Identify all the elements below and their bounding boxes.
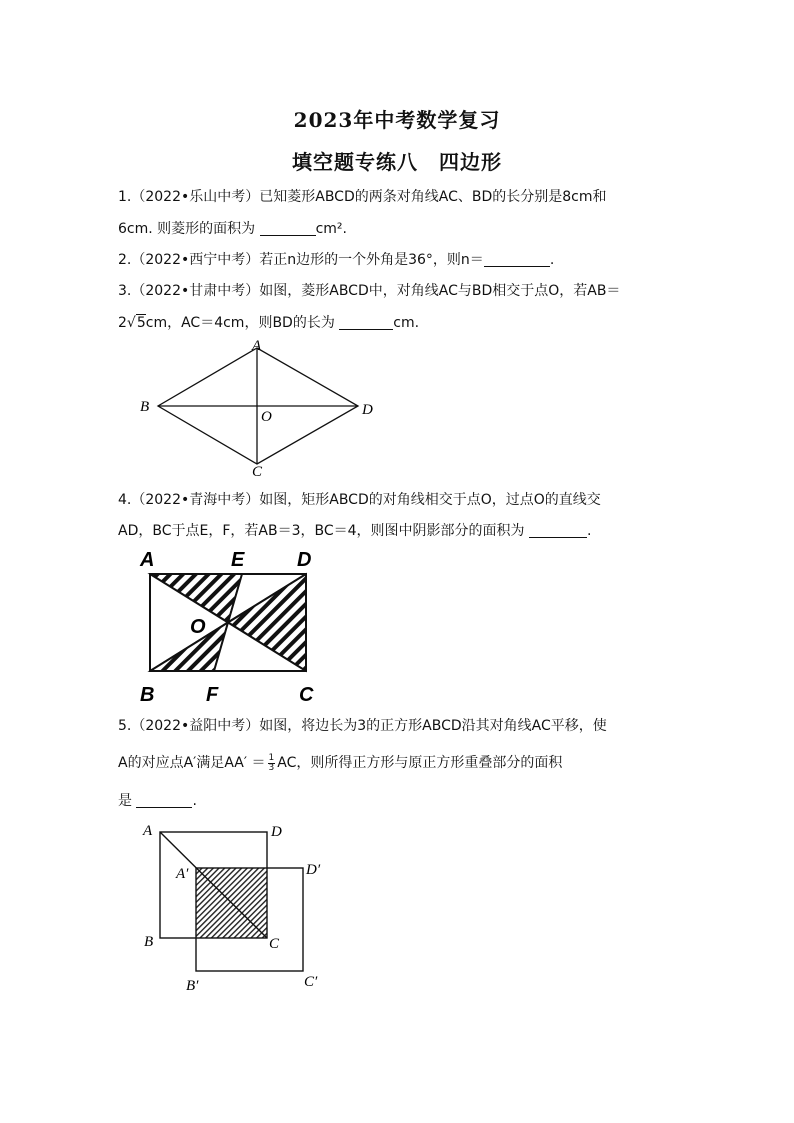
label-D: D bbox=[271, 824, 282, 840]
q1-line2 bbox=[118, 218, 347, 238]
label-C: C bbox=[299, 684, 314, 706]
label-A: A bbox=[252, 338, 262, 354]
q1-line1: 1.（2022•乐山中考）已知菱形ABCD的两条对角线AC、BD的长分别是8cm和 bbox=[118, 189, 607, 205]
sqrt-symbol: √5 bbox=[126, 315, 146, 331]
q5-line1: 5.（2022•益阳中考）如图，将边长为3的正方形ABCD沿其对角线AC平移，使 bbox=[118, 718, 607, 734]
page-subtitle: 填空题专练八 四边形 bbox=[292, 150, 502, 174]
label-D: D bbox=[362, 402, 373, 418]
label-C-prime: C′ bbox=[304, 974, 318, 990]
q4-line1: 4.（2022•青海中考）如图，矩形ABCD的对角线相交于点O，过点O的直线交 bbox=[118, 492, 601, 508]
q5-line3-pre: 是 bbox=[118, 793, 137, 809]
q3-line2-b: cm，AC＝4cm，则BD的长为 bbox=[145, 315, 340, 331]
label-A: A bbox=[143, 823, 153, 839]
label-B: B bbox=[140, 399, 150, 415]
label-D: D bbox=[297, 549, 312, 571]
q1-line2-post: cm². bbox=[315, 221, 347, 237]
q3-line2 bbox=[118, 312, 419, 332]
q5-line2-post: AC，则所得正方形与原正方形重叠部分的面积 bbox=[277, 755, 563, 771]
q4-rectangle-figure bbox=[134, 544, 324, 708]
q1-answer-blank[interactable] bbox=[260, 221, 316, 236]
q1-line2-pre: 6cm. 则菱形的面积为 bbox=[118, 221, 260, 237]
q5-line3 bbox=[118, 790, 197, 810]
q2-pre: 2.（2022•西宁中考）若正n边形的一个外角是36°，则n＝ bbox=[118, 252, 484, 268]
fraction-numerator: 1 bbox=[268, 752, 275, 763]
q2-line bbox=[118, 249, 554, 269]
q4-line2-pre: AD，BC于点E，F，若AB＝3，BC＝4，则图中阴影部分的面积为 bbox=[118, 523, 529, 539]
one-third-fraction bbox=[268, 754, 276, 773]
label-B: B bbox=[144, 934, 154, 950]
shaded-triangle-right bbox=[228, 574, 306, 671]
label-E: E bbox=[231, 549, 245, 571]
q5-line3-post: . bbox=[192, 793, 197, 809]
q3-answer-blank[interactable] bbox=[339, 315, 393, 330]
q3-radicand: 5 bbox=[136, 315, 146, 331]
label-B-prime: B′ bbox=[186, 978, 199, 994]
q3-line2-post: cm. bbox=[393, 315, 420, 331]
shaded-triangle-top bbox=[150, 574, 242, 622]
label-F: F bbox=[206, 684, 219, 706]
label-C: C bbox=[252, 464, 263, 480]
label-D-prime: D′ bbox=[306, 862, 321, 878]
fraction-denominator: 3 bbox=[268, 762, 275, 773]
q4-line2 bbox=[118, 520, 591, 540]
label-B: B bbox=[140, 684, 155, 706]
label-C: C bbox=[269, 936, 280, 952]
label-A: A bbox=[140, 549, 155, 571]
q3-line1: 3.（2022•甘肃中考）如图，菱形ABCD中，对角线AC与BD相交于点O，若AB＝ bbox=[118, 283, 621, 299]
q3-coef: 2 bbox=[118, 315, 127, 331]
q4-answer-blank[interactable] bbox=[529, 523, 587, 538]
q3-rhombus-figure bbox=[130, 336, 390, 482]
q4-line2-post: . bbox=[586, 523, 592, 539]
q5-squares-figure bbox=[138, 818, 338, 994]
label-O: O bbox=[190, 616, 206, 638]
label-A-prime: A′ bbox=[176, 866, 189, 882]
q5-line2-pre: A的对应点A′满足AA′ ＝ bbox=[118, 755, 266, 771]
q2-post: . bbox=[549, 252, 555, 268]
label-O: O bbox=[261, 409, 272, 425]
q5-line2 bbox=[118, 752, 562, 773]
q5-answer-blank[interactable] bbox=[136, 793, 192, 808]
q2-answer-blank[interactable] bbox=[484, 252, 550, 267]
page-title: 2023年中考数学复习 bbox=[293, 108, 501, 132]
